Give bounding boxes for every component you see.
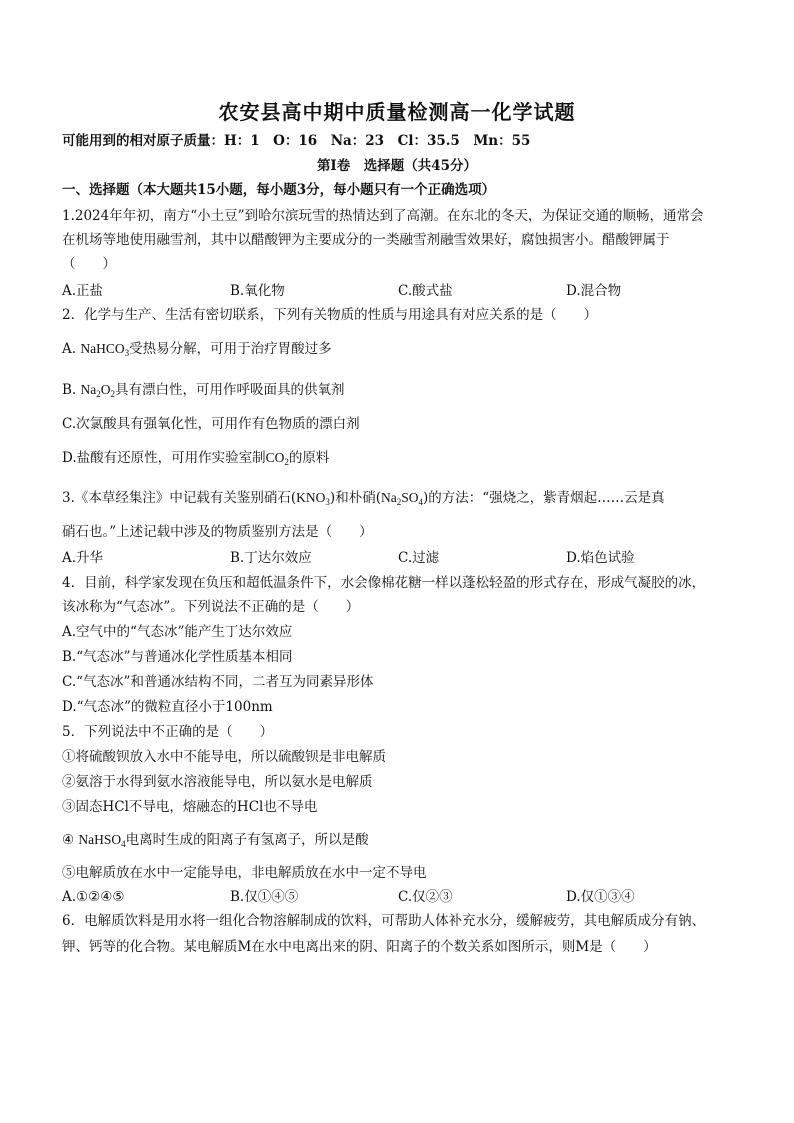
q1-stem-line1: 1.2024年年初，南方“小土豆”到哈尔滨玩雪的热情达到了高潮。在东北的冬天，为保证交通的顺畅，通常会 [62,208,704,224]
q1-option-c: C.酸式盐 [398,283,453,299]
q3-subscript-3: 4 [418,497,423,507]
q3-formula-kno3: KNO [296,490,326,505]
q1-option-d: D.混合物 [566,283,622,299]
q5-option-d: D.仅①③④ [566,889,635,905]
q2-d-formula: CO [265,450,285,465]
q4-option-a: A.空气中的“气态冰”能产生丁达尔效应 [62,624,293,640]
q4-option-d: D.“气态冰”的微粒直径小于100nm [62,699,273,715]
q4-stem-line2: 该冰称为“气态冰”。下列说法不正确的是（ ） [62,599,360,615]
q5-s4-prefix: ④ [62,832,75,848]
q3-subscript-2: 2 [396,497,402,507]
q3-stem-line1: 3.《本草经集注》中记载有关鉴别硝石$(KNO_3)$和朴硝$(Na_2SO_4)$的方法：“强烧之，紫青烟起……云是真 [62,490,665,507]
q1-stem-line2: 在机场等地使用融雪剂，其中以醋酸钾为主要成分的一类融雪剂融雪效果好，腐蚀损害小。醋酸钾属于 [62,232,670,248]
q4-stem-line1: 4．目前，科学家发现在负压和超低温条件下，水会像棉花糖一样以蓬松轻盈的形式存在，形成气凝胶的冰， [62,575,706,591]
q2-a-formula: NaHCO [80,341,125,356]
q2-d-text: D.盐酸有还原性，可用作实验室制 [62,450,266,466]
q2-b-prefix: B. [62,382,77,398]
q3-subscript-1: 3 [325,497,330,507]
q2-d-tail: 的原料 [288,450,330,466]
q1-stem-line3: （ ） [62,256,116,272]
q6-stem-line1: 6．电解质饮料是用水将一组化合物溶解制成的饮料，可帮助人体补充水分，缓解疲劳，其电解质成分有钠、 [62,913,706,929]
q2-option-d [62,448,742,468]
q3-option-c: C.过滤 [398,550,440,566]
q2-b-text: 具有漂白性，可用作呼吸面具的供氧剂 [115,382,345,398]
q5-s4-formula: NaHSO [78,832,122,847]
q2-b-subscript-1: 2 [96,389,101,399]
q5-option-c: C.仅②③ [398,889,453,905]
q3-option-b: B.丁达尔效应 [230,550,312,566]
atomic-masses: 可能用到的相对原子质量：H：1 O：16 Na：23 Cl：35.5 Mn：55 [62,133,531,149]
q3-formula-na: Na [380,490,397,505]
q3-formula-so: SO [401,490,419,505]
q5-stem: 5．下列说法中不正确的是（ ） [62,724,274,740]
q1-option-b: B.氧化物 [230,283,285,299]
q6-stem-line2: 钾、钙等的化合物。某电解质M在水中电离出来的阴、阳离子的个数关系如图所示，则M是（ ） [62,939,657,955]
q2-option-c: C.次氯酸具有强氧化性，可用作有色物质的漂白剂 [62,416,360,432]
q1-option-a: A.正盐 [62,283,104,299]
q4-option-c: C.“气态冰”和普通冰结构不同，二者互为同素异形体 [62,674,374,690]
q4-option-b: B.“气态冰”与普通冰化学性质基本相同 [62,649,293,665]
q5-s4-text: 电离时生成的阳离子有氢离子，所以是酸 [125,832,369,848]
q5-option-a: A.①②④⑤ [62,889,125,905]
q2-stem: 2．化学与生产、生活有密切联系，下列有关物质的性质与用途具有对应关系的是（ ） [62,307,598,323]
q5-option-b: B.仅①④⑤ [230,889,299,905]
q5-statement-5: ⑤电解质放在水中一定能导电，非电解质放在水中一定不导电 [62,865,427,881]
q2-d-subscript: 2 [284,457,289,467]
page-title: 农安县高中期中质量检测高一化学试题 [218,100,576,124]
q5-statement-4 [62,830,742,850]
q5-statement-3: ③固态HCl不导电，熔融态的HCl也不导电 [62,799,318,815]
q5-statement-2: ②氨溶于水得到氨水溶液能导电，所以氨水是电解质 [62,774,373,790]
q3-stem-line2: 硝石也。”上述记载中涉及的物质鉴别方法是（ ） [62,524,373,540]
q2-a-prefix: A. [62,341,77,357]
q2-b-formula-1: Na [80,382,97,397]
q2-b-formula-2: O [100,382,111,397]
q3-option-d: D.焰色试验 [566,550,635,566]
q2-option-a [62,339,742,359]
q5-statement-1: ①将硫酸钡放入水中不能导电，所以硫酸钡是非电解质 [62,749,386,765]
q3-text-b: 和朴硝 [335,490,376,506]
part1-heading: 第Ⅰ卷 选择题（共45分） [316,158,478,174]
q2-a-text: 受热易分解，可用于治疗胃酸过多 [129,341,332,357]
q3-text-c: 的方法：“强烧之，紫青烟起……云是真 [428,490,665,506]
q2-b-subscript-2: 2 [110,389,116,399]
section1-heading: 一、选择题（本大题共15小题，每小题3分，每小题只有一个正确选项） [62,182,496,198]
q3-text-a: 3.《本草经集注》中记载有关鉴别硝石 [62,490,291,506]
q2-a-subscript: 3 [124,348,130,358]
q2-option-b [62,380,742,400]
q5-s4-subscript: 4 [121,839,126,849]
q3-option-a: A.升华 [62,550,104,566]
